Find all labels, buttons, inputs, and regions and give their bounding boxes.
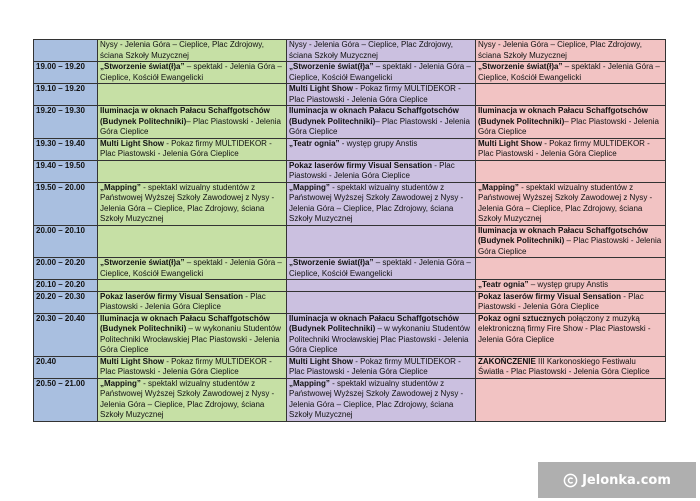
- event-cell: [98, 225, 287, 258]
- time-cell: 20.10 – 20.20: [34, 280, 98, 292]
- time-cell: 20.40: [34, 356, 98, 378]
- event-details: - Pokaz firmy MULTIDEKOR - Plac Piastowski - Jelenia Góra Cieplice: [100, 138, 272, 158]
- event-details: – Plac Piastowski - Jelenia Góra Cieplice: [478, 116, 659, 136]
- table-row: [34, 62, 666, 84]
- table-row: [34, 40, 666, 62]
- event-cell: [98, 356, 287, 378]
- event-title: Iluminacja w oknach Pałacu Schaffgotschów (Budynek Politechniki): [478, 225, 648, 245]
- event-cell: [287, 225, 476, 258]
- event-title: „Mapping”: [100, 378, 141, 388]
- event-cell: [98, 258, 287, 280]
- event-details: – spektakl - Jelenia Góra – Cieplice, Kościół Ewangelicki: [289, 62, 471, 82]
- event-title: „Stworzenie świat(ł)a”: [289, 258, 374, 267]
- table-row: [34, 182, 666, 225]
- event-title: Iluminacja w oknach Pałacu Schaffgotschów (Budynek Politechniki): [100, 313, 270, 333]
- event-cell: [287, 378, 476, 421]
- event-details: - spektakl wizualny studentów z Państwowej Wyższej Szkoły Zawodowej z Nysy - Jelenia Góra – Cieplice, Plac Zdrojowy, ściana Szkoły Muzycznej: [478, 182, 653, 223]
- event-title: Iluminacja w oknach Pałacu Schaffgotschów (Budynek Politechniki): [100, 106, 270, 126]
- event-cell: [476, 160, 666, 182]
- event-cell: [476, 313, 666, 356]
- event-title: Multi Light Show: [289, 84, 353, 93]
- time-cell: 19.20 – 19.30: [34, 106, 98, 139]
- table-row: [34, 225, 666, 258]
- table-row: [34, 356, 666, 378]
- event-cell: [476, 182, 666, 225]
- time-cell: 19.50 – 20.00: [34, 182, 98, 225]
- event-cell: [287, 106, 476, 139]
- event-cell: [98, 182, 287, 225]
- event-cell: [476, 356, 666, 378]
- table-row: [34, 378, 666, 421]
- event-details: połączony z muzyką elektroniczną firmy Fire Show - Plac Piastowski - Jelenia Góra Cieplice: [478, 313, 651, 344]
- event-details: - spektakl wizualny studentów z Państwowej Wyższej Szkoły Zawodowej z Nysy - Jelenia Góra – Cieplice, Plac Zdrojowy, ściana Szkoły Muzycznej: [289, 182, 464, 223]
- event-title: Multi Light Show: [100, 356, 164, 366]
- time-cell: 20.00 – 20.10: [34, 225, 98, 258]
- event-cell: [476, 62, 666, 84]
- event-cell: [98, 84, 287, 106]
- event-cell: [476, 258, 666, 280]
- event-title: „Stworzenie świat(ł)a”: [478, 62, 563, 71]
- event-title: Pokaz ogni sztucznych: [478, 313, 566, 323]
- event-details: - Pokaz firmy MULTIDEKOR - Plac Piastowski - Jelenia Góra Cieplice: [478, 138, 650, 158]
- time-cell: [34, 40, 98, 62]
- event-cell: [98, 160, 287, 182]
- event-title: Pokaz laserów firmy Visual Sensation: [100, 291, 244, 301]
- event-cell: [476, 378, 666, 421]
- event-cell: [98, 40, 287, 62]
- watermark-text: Jelonka.com: [582, 472, 671, 488]
- event-cell: [287, 280, 476, 292]
- event-cell: [476, 138, 666, 160]
- schedule-table: [33, 39, 666, 422]
- event-title: Iluminacja w oknach Pałacu Schaffgotschów (Budynek Politechniki): [289, 313, 459, 333]
- event-cell: [98, 62, 287, 84]
- event-details: III Karkonoskiego Festiwalu Światła - Plac Piastowski - Jelenia Góra Cieplice: [478, 356, 650, 376]
- copyright-icon: [563, 473, 578, 488]
- event-title: Multi Light Show: [289, 356, 353, 366]
- table-row: [34, 106, 666, 139]
- time-cell: 20.20 – 20.30: [34, 291, 98, 313]
- event-details: - Plac Piastowski - Jelenia Góra Cieplice: [478, 291, 644, 311]
- event-details: - Pokaz firmy MULTIDEKOR - Plac Piastowski - Jelenia Góra Cieplice: [289, 84, 461, 104]
- table-row: [34, 291, 666, 313]
- event-title: „Teatr ognia”: [478, 280, 529, 289]
- event-details: Nysy - Jelenia Góra – Cieplice, Plac Zdrojowy, ściana Szkoły Muzycznej: [478, 40, 642, 60]
- time-cell: 20.50 – 21.00: [34, 378, 98, 421]
- event-details: - Pokaz firmy MULTIDEKOR - Plac Piastowski - Jelenia Góra Cieplice: [100, 356, 272, 376]
- event-cell: [476, 84, 666, 106]
- event-details: - Pokaz firmy MULTIDEKOR - Plac Piastowski - Jelenia Góra Cieplice: [289, 356, 461, 376]
- time-cell: 19.40 – 19.50: [34, 160, 98, 182]
- event-cell: [287, 40, 476, 62]
- event-cell: [476, 225, 666, 258]
- schedule-body: [34, 40, 666, 422]
- event-cell: [476, 106, 666, 139]
- time-cell: 19.10 – 19.20: [34, 84, 98, 106]
- event-title: „Teatr ognia”: [289, 138, 340, 148]
- time-cell: 20.00 – 20.20: [34, 258, 98, 280]
- event-details: – występ grupy Anstis: [528, 280, 609, 289]
- event-title: „Mapping”: [289, 182, 330, 192]
- event-title: „Stworzenie świat(ł)a”: [100, 258, 185, 267]
- table-row: [34, 313, 666, 356]
- table-row: [34, 160, 666, 182]
- event-details: – spektakl - Jelenia Góra – Cieplice, Kościół Ewangelicki: [289, 258, 471, 278]
- event-title: „Stworzenie świat(ł)a”: [289, 62, 374, 71]
- event-cell: [98, 106, 287, 139]
- event-details: Nysy - Jelenia Góra – Cieplice, Plac Zdrojowy, ściana Szkoły Muzycznej: [289, 40, 453, 60]
- event-title: Multi Light Show: [100, 138, 164, 148]
- event-cell: [98, 378, 287, 421]
- event-details: - spektakl wizualny studentów z Państwowej Wyższej Szkoły Zawodowej z Nysy - Jelenia Góra – Cieplice, Plac Zdrojowy, ściana Szkoły Muzycznej: [100, 182, 275, 223]
- event-cell: [98, 313, 287, 356]
- event-cell: [287, 182, 476, 225]
- event-title: Pokaz laserów firmy Visual Sensation: [289, 160, 433, 170]
- table-row: [34, 138, 666, 160]
- event-details: – spektakl - Jelenia Góra – Cieplice, Kościół Ewangelicki: [100, 258, 282, 278]
- event-cell: [98, 291, 287, 313]
- event-cell: [476, 280, 666, 292]
- time-cell: 20.30 – 20.40: [34, 313, 98, 356]
- watermark: [538, 462, 696, 498]
- event-details: - Plac Piastowski - Jelenia Góra Cieplice: [100, 291, 266, 311]
- event-title: ZAKOŃCZENIE: [478, 356, 536, 366]
- event-details: - spektakl wizualny studentów z Państwowej Wyższej Szkoły Zawodowej z Nysy - Jelenia Góra – Cieplice, Plac Zdrojowy, ściana Szkoły Muzycznej: [289, 378, 464, 419]
- event-details: – w wykonaniu Studentów Politechniki Wrocławskiej Plac Piastowski - Jelenia Góra Cieplice: [100, 324, 281, 354]
- event-cell: [476, 40, 666, 62]
- event-details: – Plac Piastowski - Jelenia Góra Cieplice: [100, 116, 281, 136]
- event-details: - występ grupy Anstis: [339, 138, 418, 148]
- event-title: Multi Light Show: [478, 138, 542, 148]
- table-row: [34, 280, 666, 292]
- time-cell: 19.00 – 19.20: [34, 62, 98, 84]
- event-cell: [287, 291, 476, 313]
- table-row: [34, 258, 666, 280]
- event-title: Iluminacja w oknach Pałacu Schaffgotschów (Budynek Politechniki): [289, 106, 459, 126]
- event-title: „Mapping”: [478, 182, 519, 192]
- event-title: „Mapping”: [100, 182, 141, 192]
- event-title: Pokaz laserów firmy Visual Sensation: [478, 291, 622, 301]
- event-details: – Plac Piastowski - Jelenia Góra Cieplice: [478, 236, 662, 256]
- event-cell: [287, 313, 476, 356]
- event-cell: [98, 138, 287, 160]
- time-cell: 19.30 – 19.40: [34, 138, 98, 160]
- event-cell: [287, 356, 476, 378]
- event-cell: [287, 62, 476, 84]
- table-row: [34, 84, 666, 106]
- event-cell: [476, 291, 666, 313]
- event-cell: [287, 84, 476, 106]
- event-details: – w wykonaniu Studentów Politechniki Wrocławskiej Plac Piastowski - Jelenia Góra Cieplice: [289, 324, 470, 354]
- event-title: Iluminacja w oknach Pałacu Schaffgotschów (Budynek Politechniki): [478, 106, 648, 126]
- event-cell: [287, 160, 476, 182]
- event-details: - Plac Piastowski - Jelenia Góra Cieplice: [289, 160, 455, 180]
- event-details: – spektakl - Jelenia Góra – Cieplice, Kościół Ewangelicki: [478, 62, 660, 82]
- event-details: – Plac Piastowski - Jelenia Góra Cieplice: [289, 116, 470, 136]
- event-title: „Stworzenie świat(ł)a”: [100, 62, 185, 71]
- event-cell: [287, 138, 476, 160]
- event-details: - spektakl wizualny studentów z Państwowej Wyższej Szkoły Zawodowej z Nysy - Jelenia Góra – Cieplice, Plac Zdrojowy, ściana Szkoły Muzycznej: [100, 378, 275, 419]
- event-cell: [287, 258, 476, 280]
- event-details: – spektakl - Jelenia Góra – Cieplice, Kościół Ewangelicki: [100, 62, 282, 82]
- event-details: Nysy - Jelenia Góra – Cieplice, Plac Zdrojowy, ściana Szkoły Muzycznej: [100, 40, 264, 60]
- event-title: „Mapping”: [289, 378, 330, 388]
- event-cell: [98, 280, 287, 292]
